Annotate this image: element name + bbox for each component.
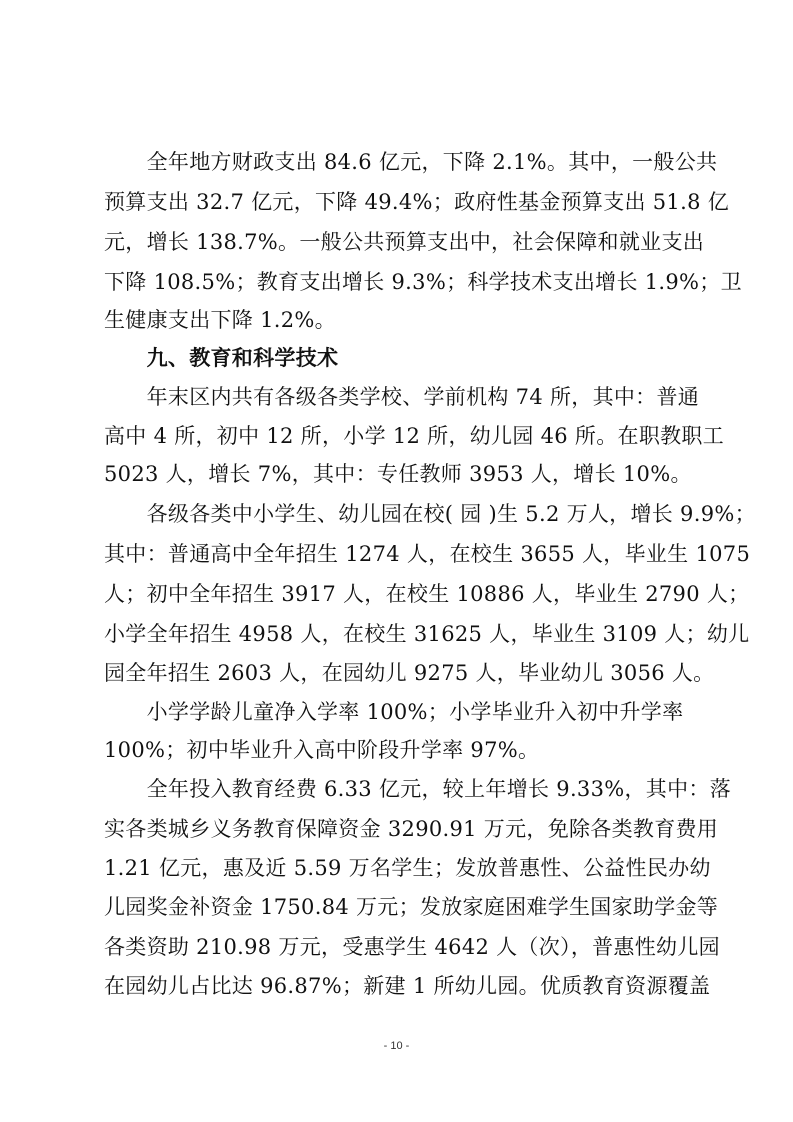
text-line: 全年地方财政支出 84.6 亿元，下降 2.1%。其中，一般公共 xyxy=(104,150,718,174)
text-line: 高中 4 所，初中 12 所，小学 12 所，幼儿园 46 所。在职教职工 xyxy=(104,424,725,448)
text-line: 各类资助 210.98 万元，受惠学生 4642 人（次），普惠性幼儿园 xyxy=(104,935,720,959)
section-heading: 九、教育和科学技术 xyxy=(104,346,339,370)
text-line: 1.21 亿元，惠及近 5.59 万名学生；发放普惠性、公益性民办幼 xyxy=(104,856,711,880)
text-line: 预算支出 32.7 亿元，下降 49.4%；政府性基金预算支出 51.8 亿 xyxy=(104,190,730,214)
text-line: 100%；初中毕业升入高中阶段升学率 97%。 xyxy=(104,738,540,762)
text-line: 元，增长 138.7%。一般公共预算支出中，社会保障和就业支出 xyxy=(104,230,705,254)
text-line: 全年投入教育经费 6.33 亿元，较上年增长 9.33%，其中：落 xyxy=(104,777,731,801)
text-line: 5023 人，增长 7%，其中：专任教师 3953 人，增长 10%。 xyxy=(104,462,692,486)
text-line: 在园幼儿占比达 96.87%；新建 1 所幼儿园。优质教育资源覆盖 xyxy=(104,974,711,998)
page-number: - 10 - xyxy=(383,1040,410,1052)
text-line: 生健康支出下降 1.2%。 xyxy=(104,308,336,332)
text-line: 园全年招生 2603 人，在园幼儿 9275 人，毕业幼儿 3056 人。 xyxy=(104,661,715,685)
text-line: 人；初中全年招生 3917 人，在校生 10886 人，毕业生 2790 人； xyxy=(104,582,750,606)
text-line: 其中：普通高中全年招生 1274 人，在校生 3655 人，毕业生 1075 xyxy=(104,542,751,566)
text-line: 小学全年招生 4958 人，在校生 31625 人，毕业生 3109 人；幼儿 xyxy=(104,622,750,646)
text-line: 实各类城乡义务教育保障资金 3290.91 万元，免除各类教育费用 xyxy=(104,817,719,841)
text-line: 下降 108.5%；教育支出增长 9.3%；科学技术支出增长 1.9%；卫 xyxy=(104,270,742,294)
text-line: 儿园奖金补资金 1750.84 万元；发放家庭困难学生国家助学金等 xyxy=(104,895,719,919)
text-line: 年末区内共有各级各类学校、学前机构 74 所，其中：普通 xyxy=(104,385,700,409)
text-line: 各级各类中小学生、幼儿园在校( 园 )生 5.2 万人，增长 9.9%； xyxy=(104,502,756,526)
text-line: 小学学龄儿童净入学率 100%；小学毕业升入初中升学率 xyxy=(104,700,684,724)
